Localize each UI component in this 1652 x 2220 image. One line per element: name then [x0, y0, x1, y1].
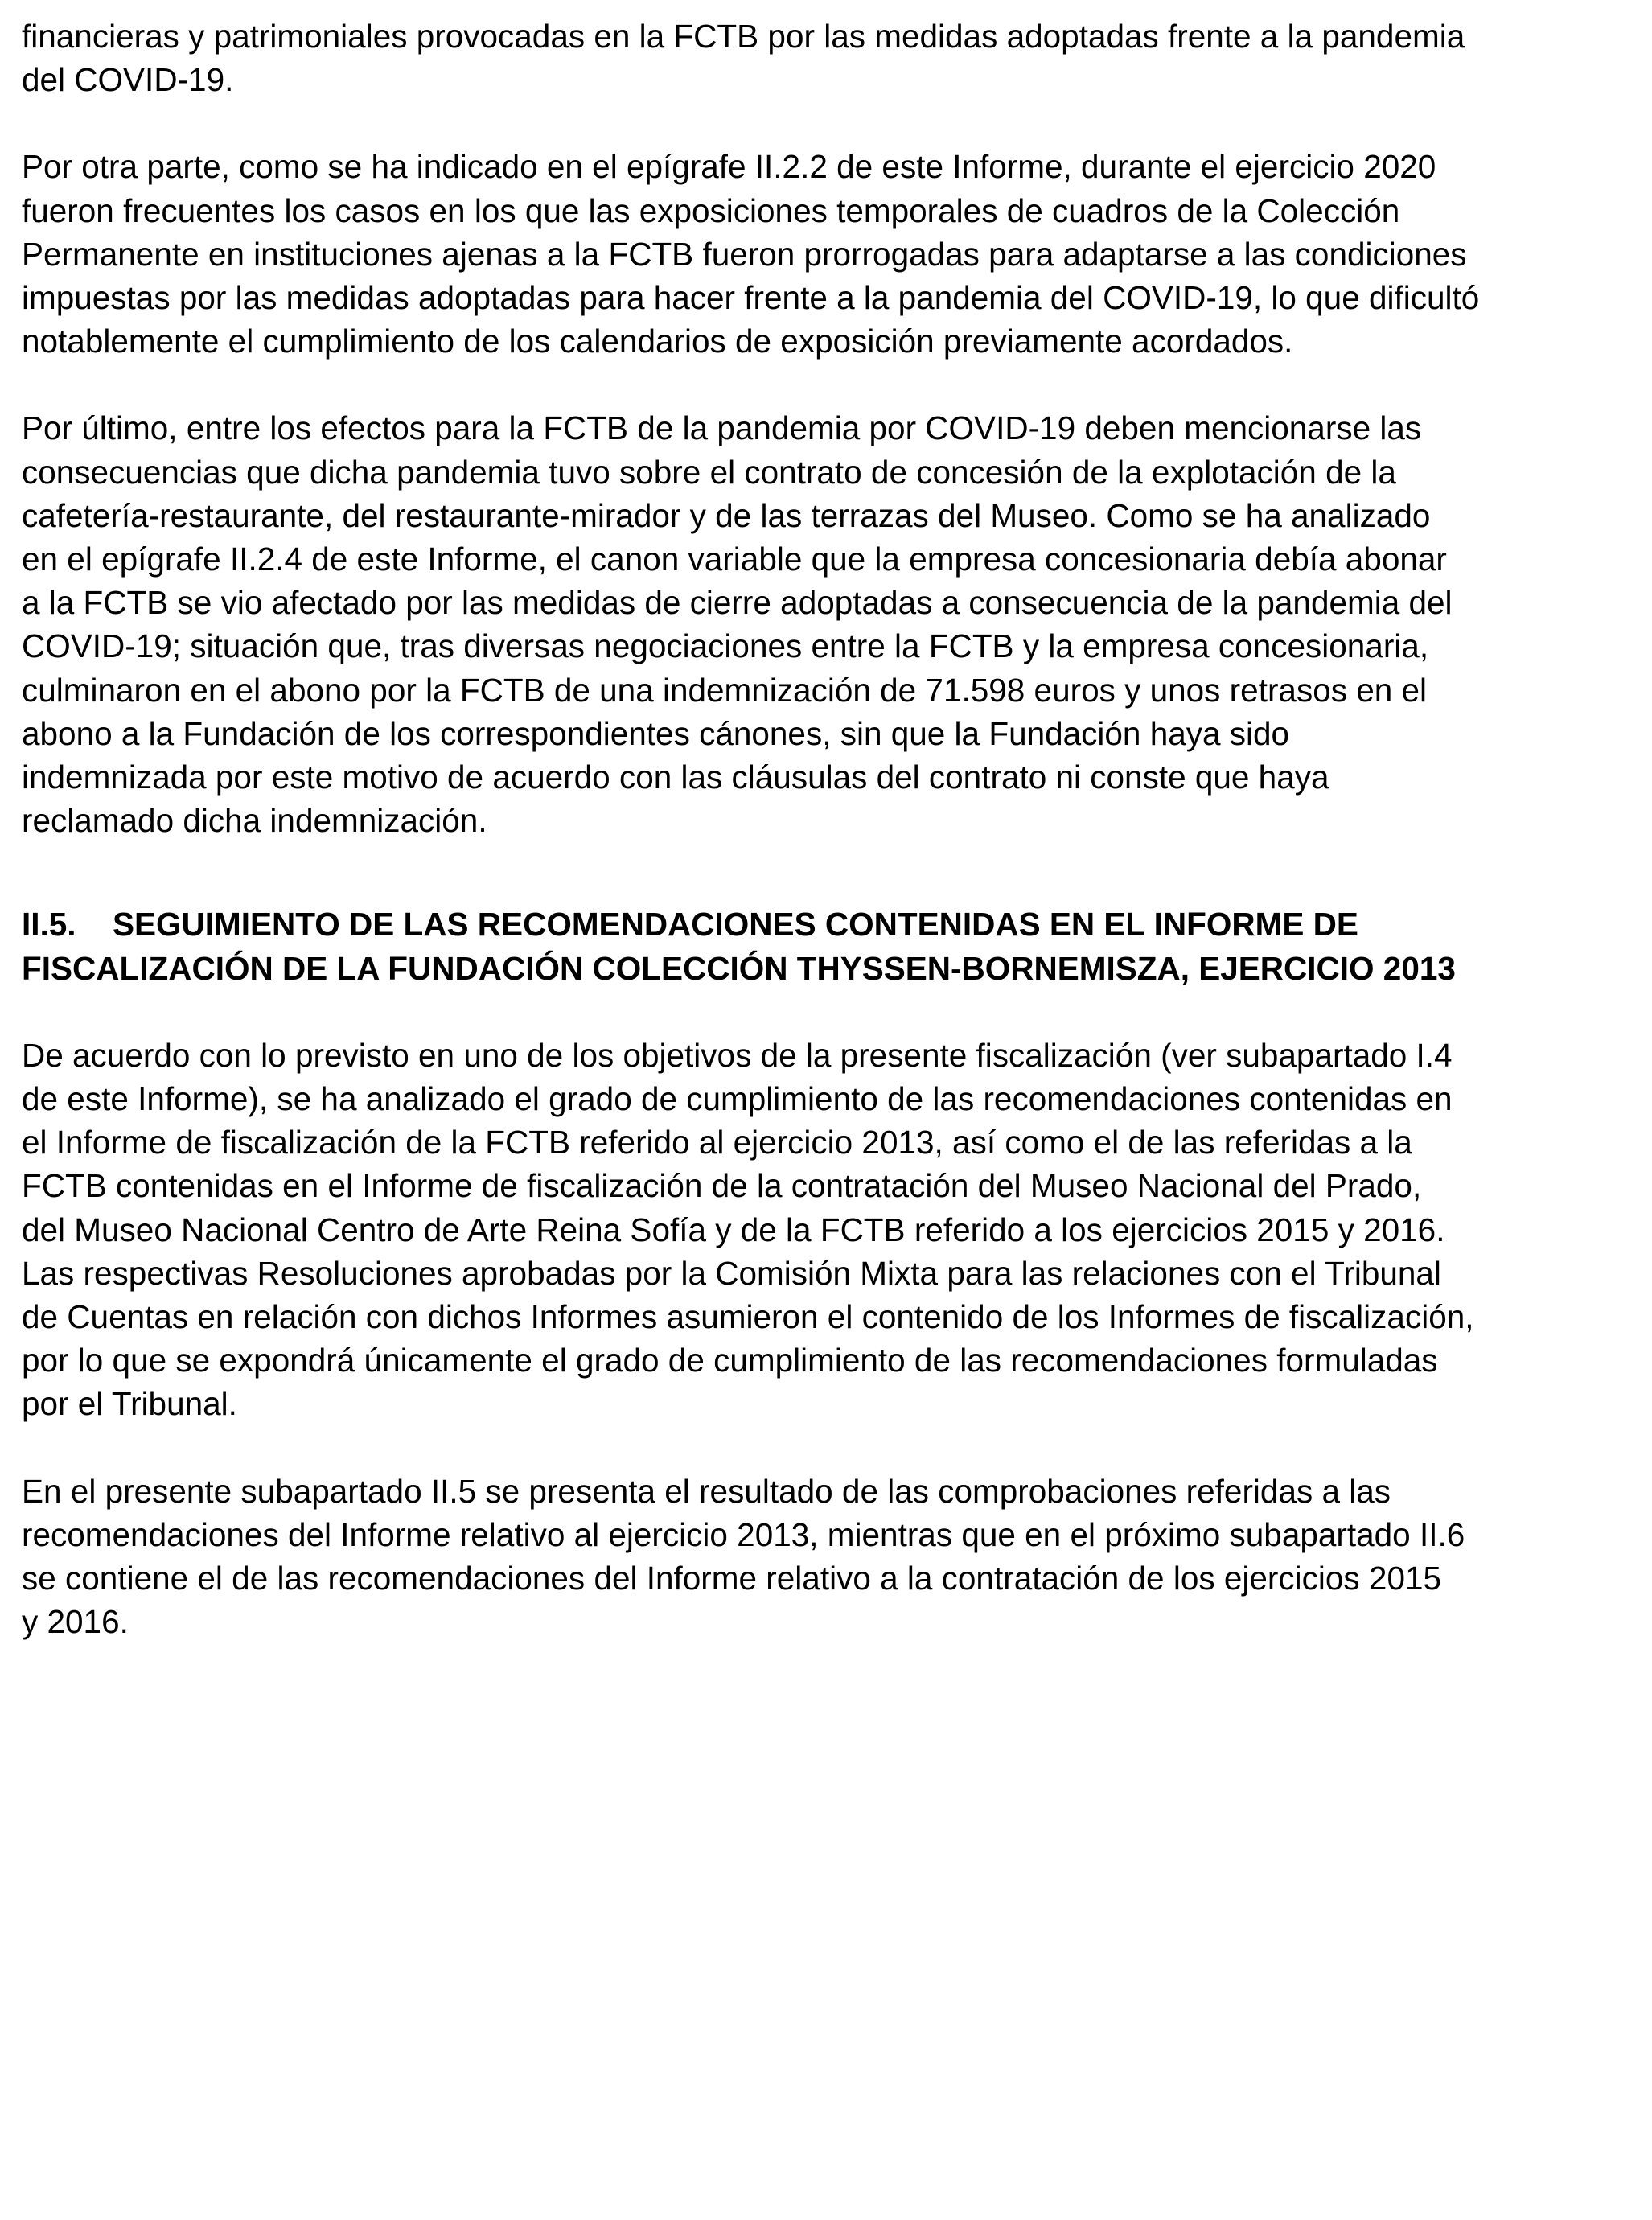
section-heading [22, 902, 1630, 989]
spacer [22, 990, 1630, 1034]
spacer [22, 842, 1630, 902]
paragraph-subsection-outline: En el presente subapartado II.5 se presenta el resultado de las comprobaciones referidas a las recomendaciones del Informe relativo al ejercicio 2013, mientras que en el próximo subapartado II.6 se contiene el de las recomendaciones del Informe relativo a la contratación de los ejercicios 2015 y 2016. [22, 1472, 1465, 1641]
spacer [22, 363, 1630, 406]
page-content [22, 14, 1630, 1644]
paragraph-concession-contract: Por último, entre los efectos para la FCTB de la pandemia por COVID-19 deben mencionarse las consecuencias que dicha pandemia tuvo sobre el contrato de concesión de la explotación de la cafetería-restaurante, del restaurante-mirador y de las terrazas del Museo. Como se ha analizado en el epígrafe II.2.4 de este Informe, el canon variable que la empresa concesionaria debía abonar a la FCTB se vio afectado por las medidas de cierre adoptadas a consecuencia de la pandemia del COVID-19; situación que, tras diversas negociaciones entre la FCTB y la empresa concesionaria, culminaron en el abono por la FCTB de una indemnización de 71.598 euros y unos retrasos en el abono a la Fundación de los correspondientes cánones, sin que la Fundación haya sido indemnizada por este motivo de acuerdo con las cláusulas del contrato ni conste que haya reclamado dicha indemnización. [22, 409, 1453, 840]
paragraph-covid-financial: financieras y patrimoniales provocadas en la FCTB por las medidas adoptadas frente a la pandemia del COVID-19. [22, 18, 1465, 99]
paragraph-temporary-exhibitions: Por otra parte, como se ha indicado en el epígrafe II.2.2 de este Informe, durante el ejercicio 2020 fueron frecuentes los casos en los que las exposiciones temporales de cuadros de la Colección Permanente en instituciones ajenas a la FCTB fueron prorrogadas para adaptarse a las condiciones impuestas por las medidas adoptadas para hacer frente a la pandemia del COVID-19, lo que dificultó notablemente el cumplimiento de los calendarios de exposición previamente acordados. [22, 148, 1480, 360]
paragraph-recommendations-analysis: De acuerdo con lo previsto en uno de los objetivos de la presente fiscalización (ver subapartado I.4 de este Informe), se ha analizado el grado de cumplimiento de las recomendaciones contenidas en el Informe de fiscalización de la FCTB referido al ejercicio 2013, así como el de las referidas a la FCTB contenidas en el Informe de fiscalización de la contratación del Museo Nacional del Prado, del Museo Nacional Centro de Arte Reina Sofía y de la FCTB referido a los ejercicios 2015 y 2016. Las respectivas Resoluciones aprobadas por la Comisión Mixta para las relaciones con el Tribunal de Cuentas en relación con dichos Informes asumieron el contenido de los Informes de fiscalización, por lo que se expondrá únicamente el grado de cumplimiento de las recomendaciones formuladas por el Tribunal. [22, 1036, 1474, 1423]
section-number: II.5. [22, 906, 76, 944]
section-title: SEGUIMIENTO DE LAS RECOMENDACIONES CONTENIDAS EN EL INFORME DE FISCALIZACIÓN DE LA FUNDACIÓN COLECCIÓN THYSSEN-BORNEMISZA, EJERCICIO 2013 [22, 906, 1456, 987]
spacer [22, 1426, 1630, 1470]
spacer [22, 101, 1630, 145]
